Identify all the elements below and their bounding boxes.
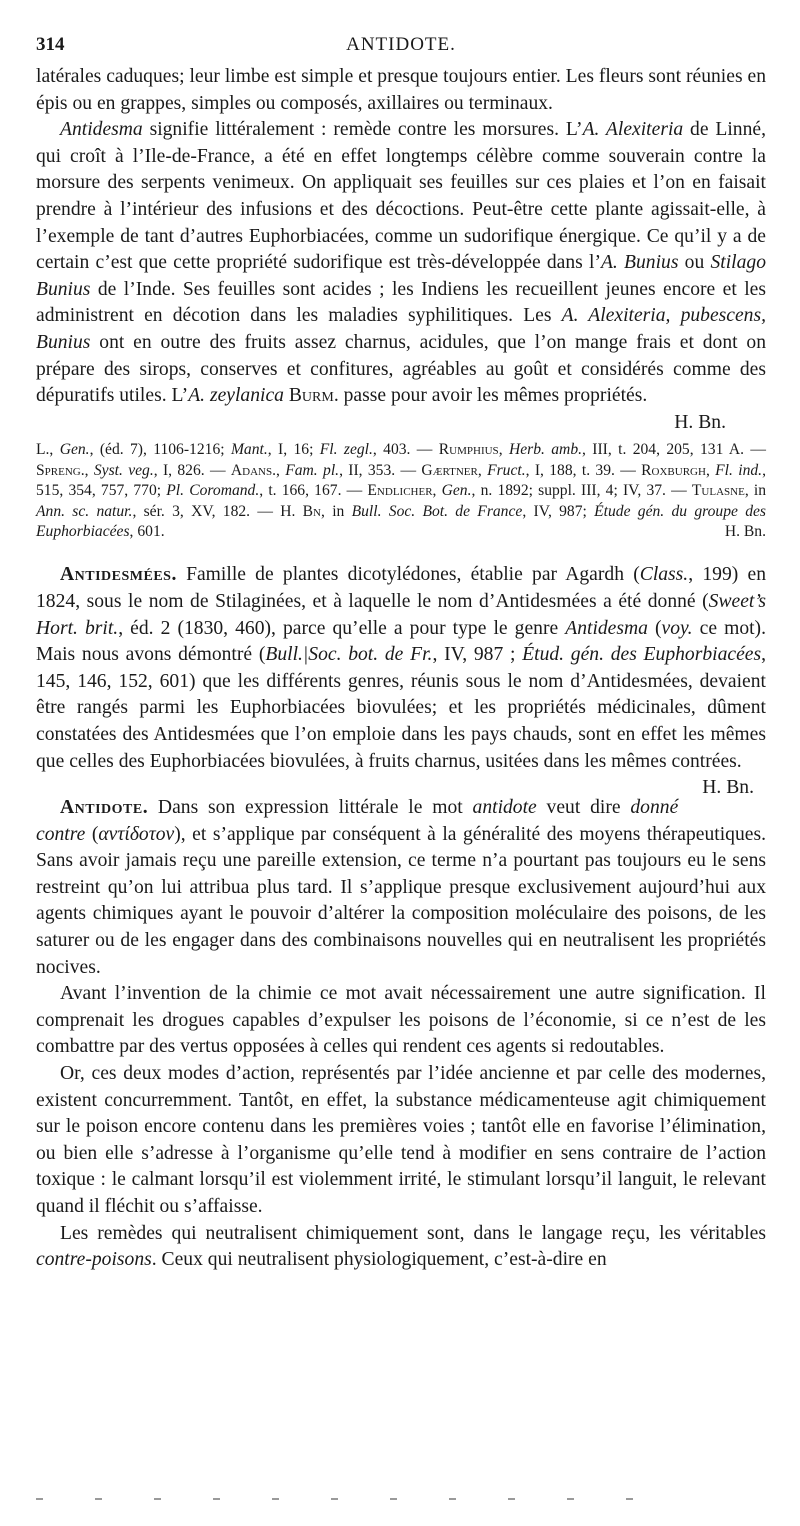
entry-antidesmees <box>36 562 767 799</box>
running-head <box>36 26 766 64</box>
running-title: ANTIDOTE. <box>346 34 456 55</box>
entry-antidesma <box>36 64 766 542</box>
entry-antidote <box>36 795 766 1274</box>
bibliography-text: L., Gen., (éd. 7), 1106-1216; Mant., I, 16; Fl. zegl., 403. — Rumphius, Herb. amb., III, t. 204, 205, 131 A. — Spreng., Syst. veg., I, 826. — Adans., Fam. pl., II, 353. — Gærtner, Fruct., I, 188, t. 39. — Roxburgh, Fl. ind., 515, 354, 757, 770; Pl. Coromand., t. 166, 167. — Endlicher, Gen., n. 1892; suppl. III, 4; IV, 37. — Tulasne, in Ann. sc. natur., sér. 3, XV, 182. — H. Bn, in Bull. Soc. Bot. de France, IV, 987; Étude gén. du groupe des Euphorbiacées, 601. <box>36 441 767 540</box>
antidesmees-text: Famille de plantes dicotylédones, établie par Agardh (Class., 199) en 1824, sous le nom de Stilaginées, et à laquelle le nom d’Antidesmées a été donné (Sweet’s Hort. brit., éd. 2 (1830, 460), parce qu’elle a pour type le genre Antidesma (voy. ce mot). Mais nous avons démontré (Bull.|Soc. bot. de Fr., IV, 987 ; Étud. gén. des Euphorbiacées, 145, 146, 152, 601) que les différents genres, réunis sous le nom d’Antidesmées, devaient être rangés parmi les Euphorbiacées biovulées; et les propriétés médicinales, dûment constatées des Antidesmées que l’on emploie dans les pays chauds, sont en effet les mêmes que celles des Euphorbiacées biovulées, à fruits charnus, usitées dans les mêmes contrées. <box>36 564 767 772</box>
author-signature: H. Bn. <box>702 777 754 799</box>
paragraph-antidote-modes: Or, ces deux modes d’action, représentés par l’idée ancienne et par celle des modernes, existent concurremment. Tantôt, en effet, la substance médicamenteuse agit chimiquement sur le poison encore contenu dans les premières voies ; tantôt elle en favorise l’élimination, ou bien elle s’adresse à l’organisme qu’elle tend à modifier en sens contraire de l’action toxique : le calmant lorsqu’il est violemment irrité, le stimulant lorsqu’il languit, le relevant quand il fléchit ou s’affaisse. <box>36 1063 766 1217</box>
bibliography-antidesma <box>36 440 766 542</box>
paragraph-antidote-definition <box>36 795 766 981</box>
page-number: 314 <box>36 34 65 55</box>
page-bottom-marks <box>36 1490 766 1498</box>
bibliography-signature: H. Bn. <box>724 522 766 540</box>
paragraph-antidote-history: Avant l’invention de la chimie ce mot avait nécessairement une autre signification. Il comprenait les drogues capables d’expulser les poisons de l’économie, si ce n’est de les combattre par des vertus opposées à celles qui rendent ces agents si redoutables. <box>36 983 766 1058</box>
headword-antidote: Antidote. <box>60 797 149 819</box>
antidote-definition-text: Dans son expression littérale le mot antidote veut dire donné contre (αντίδοτον), et s’applique par conséquent à la généralité des moyens thérapeutiques. Sans avoir jamais reçu une pareille extension, ce terme n’a pourtant pas toujours eu le sens restreint qu’on lui attribua plus tard. Il s’applique presque exclusivement aujourd’hui aux agents chimiques ayant le pouvoir d’altérer la composition moléculaire des poisons, de les saturer ou de les engager dans des combinaisons nouvelles qui en neutralisent les propriétés nocives. <box>36 797 766 978</box>
paragraph-antidesma-uses: Antidesma signifie littéralement : remède contre les morsures. L’A. Alexiteria de Linné, qui croît à l’Ile-de-France, a été en effet longtemps célèbre comme souverain contre la morsure des serpents venimeux. On appliquait ses feuilles sur ces plaies et l’on en faisait prendre à l’intérieur des infusions et des décoctions. Peut-être cette plante agissait-elle, à l’exemple de tant d’autres Euphorbiacées, comme un sudorifique énergique. Ce qu’il y a de certain c’est que cette propriété sudorifique est très-développée dans l’A. Bunius ou Stilago Bunius de l’Inde. Ses feuilles sont acides ; les Indiens les recueillent jeunes encore et les administrent en décotion dans les maladies syphilitiques. Les A. Alexiteria, pubescens, Bunius ont en outre des fruits assez charnus, acidules, que l’on mange frais et dont on prépare des sirops, conserves et confitures, agréables au goût et considérés comme des dépuratifs utiles. L’A. zeylanica Burm. passe pour avoir les mêmes propriétés. <box>36 119 766 407</box>
paragraph-antidesmees <box>36 562 767 799</box>
paragraph-antidote-remedies: Les remèdes qui neutralisent chimiquement sont, dans le langage reçu, les véritables contre-poisons. Ceux qui neutralisent physiologiquement, c’est-à-dire en <box>36 1222 766 1271</box>
headword-antidesmees: Antidesmées. <box>60 564 177 586</box>
paragraph-antidesma-description: latérales caduques; leur limbe est simple et presque toujours entier. Les fleurs sont réunies en épis ou en grappes, simples ou composés, axillaires ou terminaux. <box>36 66 766 114</box>
author-signature: H. Bn. <box>674 411 726 433</box>
